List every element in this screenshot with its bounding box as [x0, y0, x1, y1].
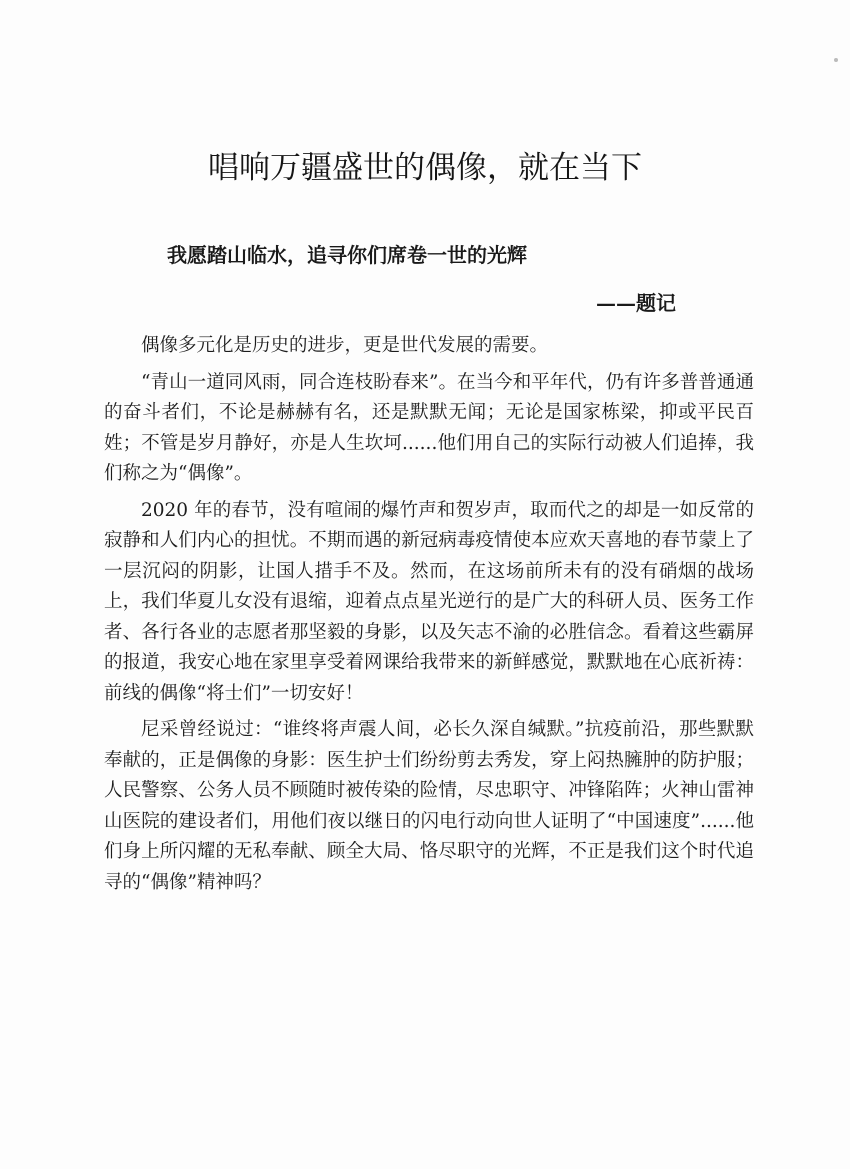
essay-body [104, 331, 754, 904]
epigraph: 我愿踏山临水，追寻你们席卷一世的光辉 [167, 243, 527, 267]
paragraph: 偶像多元化是历史的进步，更是世代发展的需要。 [141, 335, 549, 356]
paragraph: 2020 年的春节，没有喧闹的爆竹声和贺岁声，取而代之的却是一如反常的寂静和人们内心的担忧。不期而遇的新冠病毒疫情使本应欢天喜地的春节蒙上了一层沉闷的阴影，让国人措手不及。然而，在这场前所未有的没有硝烟的战场上，我们华夏儿女没有退缩，迎着点点星光逆行的是广大的科研人员、医务工作者、各行各业的志愿者那坚毅的身影，以及矢志不渝的必胜信念。看着这些霸屏的报道，我安心地在家里享受着网课给我带来的新鲜感觉，默默地在心底祈祷：前线的偶像“将士们”一切安好！ [104, 499, 754, 704]
scan-speck [834, 58, 838, 62]
paragraph: “青山一道同风雨，同合连枝盼春来”。在当今和平年代，仍有许多普普通通的奋斗者们，不论是赫赫有名，还是默默无闻；无论是国家栋梁，抑或平民百姓；不管是岁月静好，亦是人生坎坷......他们用自己的实际行动被人们追捧，我们称之为“偶像”。 [104, 371, 754, 484]
paragraph: 尼采曾经说过：“谁终将声震人间，必长久深自缄默。”抗疫前沿，那些默默奉献的，正是偶像的身影：医生护士们纷纷剪去秀发，穿上闷热臃肿的防护服；人民警察、公务人员不顾随时被传染的险情，尽忠职守、冲锋陷阵；火神山雷神山医院的建设者们，用他们夜以继日的闪电行动向世人证明了“中国速度”......他们身上所闪耀的无私奉献、顾全大局、恪尽职守的光辉，不正是我们这个时代追寻的“偶像”精神吗？ [104, 719, 754, 893]
epigraph-attribution: ——题记 [596, 291, 676, 315]
essay-title: 唱响万疆盛世的偶像，就在当下 [208, 150, 642, 186]
